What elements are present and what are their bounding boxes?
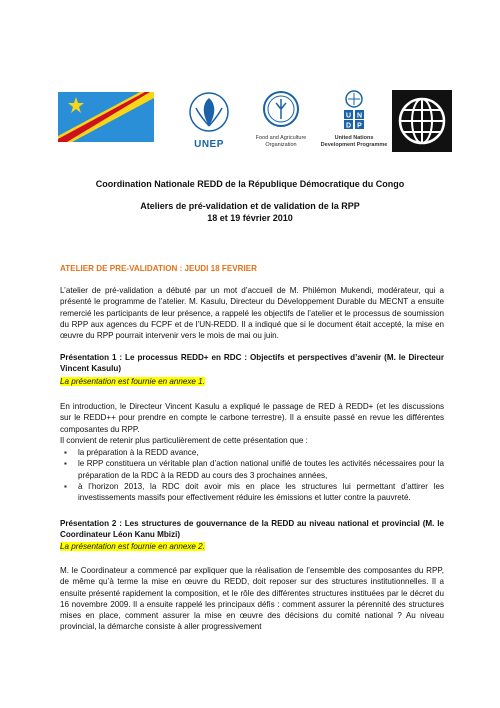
document-subtitle: Ateliers de pré-validation et de validation de la RPP xyxy=(140,201,360,211)
bullet-item: ▪ le RPP constituera un véritable plan d’action national unifié de toutes les activités nécessaires pour la préparation de la RDC à la REDD au cours des 3 prochaines années, xyxy=(72,458,444,481)
bullet-item: ▪ la préparation à la REDD avance, xyxy=(72,447,444,458)
presentation-2-annex-note: La présentation est fournie en annexe 2. xyxy=(60,542,205,551)
undp-caption: United Nations Development Programme xyxy=(320,135,388,148)
undp-letter-n: N xyxy=(356,112,363,120)
undp-letter-p: P xyxy=(357,122,362,130)
logo-row xyxy=(58,90,448,152)
undp-letter-u: U xyxy=(345,112,352,120)
presentation-2-title: Présentation 2 : Les structures de gouvernance de la REDD au niveau national et provincial (M. le Coordinateur Léon Kanu Mbizi) xyxy=(60,519,444,540)
fao-caption: Food and Agriculture Organization xyxy=(255,135,307,148)
presentation-1-annex-note: La présentation est fournie en annexe 1. xyxy=(60,377,205,386)
presentation-2-annex xyxy=(60,541,444,552)
world-bank-logo xyxy=(392,90,452,152)
intro-paragraph: L’atelier de pré-validation a débuté par un mot d’accueil de M. Philémon Mukendi, modérateur, qui a présenté le programme de l’atelier. M. Kasulu, Directeur du Développement Durable du MECNT a ensuite remercié les participants de leur présence, a rappelé les objectifs de l’atelier et le processus de soumission du RPP aux agences du FCPF et de l’UN-REDD. Il a indiqué que si le document était accepté, la mise en œuvre du RPP pourrait intervenir vers le mois de mai ou juin. xyxy=(60,286,444,341)
presentation-1-annex xyxy=(60,376,444,387)
presentation-1-bullets xyxy=(60,447,444,503)
section-title: ATELIER DE PRE-VALIDATION : JEUDI 18 FEVRIER xyxy=(60,264,257,273)
document-title: Coordination Nationale REDD de la République Démocratique du Congo xyxy=(95,179,405,189)
undp-logo xyxy=(320,90,388,152)
unep-logo xyxy=(184,90,234,152)
unep-label: UNEP xyxy=(194,139,224,150)
fao-logo xyxy=(248,90,314,152)
document-dates: 18 et 19 février 2010 xyxy=(207,213,293,223)
drc-flag-logo xyxy=(58,92,154,142)
unep-emblem-icon xyxy=(184,90,234,134)
presentation-1-retain-intro: Il convient de retenir plus particulièrement de cette présentation que : xyxy=(60,436,308,445)
presentation-2-paragraph: M. le Coordinateur a commencé par expliquer que la réalisation de l’ensemble des composantes du RPP, de même qu’à terme la mise en œuvre du REDD, doit reposer sur des structures institutionnelles. Il a ensuite présenté rapidement la composition, et le rôle des différentes structures instituées par le décret du 16 novembre 2009. Il a ensuite rappelé les principaux défis : comment assurer la pérennité des structures mises en place, comment assurer la mise en œuvre des décisions du comité national ? Au niveau provincial, la démarche consiste à aller progressivement xyxy=(60,566,444,632)
fao-emblem-icon xyxy=(248,90,314,130)
presentation-1-title: Présentation 1 : Le processus REDD+ en RDC : Objectifs et perspectives d’avenir (M. le Directeur Vincent Kasulu) xyxy=(60,353,444,374)
undp-emblem-icon xyxy=(320,90,388,130)
presentation-1-paragraph: En introduction, le Directeur Vincent Kasulu a expliqué le passage de RED à REDD+ (et les discussions sur le REDD++ pour prendre en compte le carbone terrestre). Il a ensuite passé en revue les différentes composantes du RPP. xyxy=(60,402,444,434)
undp-letter-d: D xyxy=(345,122,352,130)
bullet-item: ▪ à l’horizon 2013, la RDC doit avoir mis en place les structures lui permettant d’attirer les investissements massifs pour effectivement réduire les émissions et lutter contre la pauvreté. xyxy=(72,481,444,504)
